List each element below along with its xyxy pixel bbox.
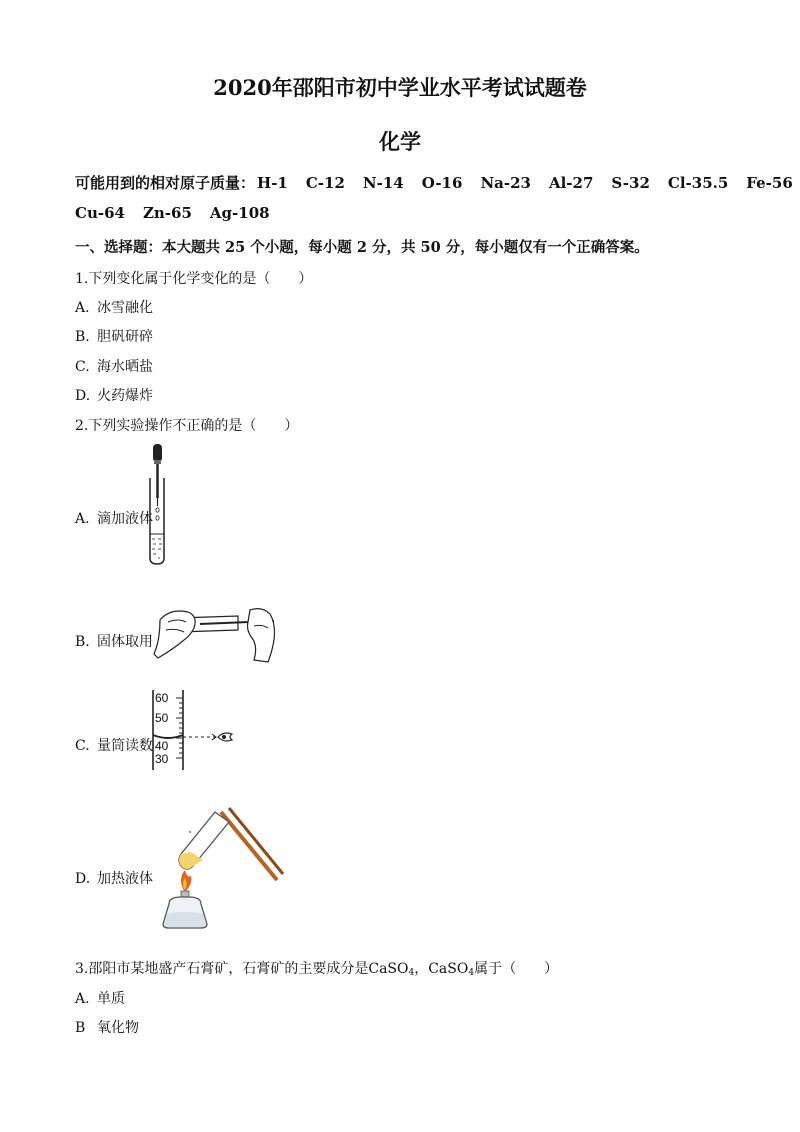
option-text: 加热液体 [97, 871, 153, 887]
tick-label-60: 60 [155, 691, 169, 705]
option-letter: C. [75, 359, 90, 375]
mass-o: O-16 [421, 174, 463, 192]
mass-na: Na-23 [480, 174, 531, 192]
q3-subscript-1: 4 [408, 968, 415, 978]
atomic-mass-line-1 [75, 172, 793, 193]
tick-label-40: 40 [155, 739, 169, 753]
question-2-stem: 2.下列实验操作不正确的是（ ） [75, 418, 299, 434]
q1-option-d[interactable] [75, 385, 153, 405]
mass-s: S-32 [611, 174, 650, 192]
option-letter: B. [75, 329, 90, 345]
option-letter: D. [75, 871, 91, 887]
option-letter: B [75, 1020, 86, 1036]
option-text: 胆矾研碎 [97, 329, 153, 345]
option-text: 氧化物 [97, 1020, 139, 1036]
option-letter: D. [75, 388, 91, 404]
q2-option-b[interactable] [75, 631, 153, 651]
mass-cl: Cl-35.5 [667, 174, 729, 192]
q3-stem-part-a: 3.邵阳市某地盛产石膏矿，石膏矿的主要成分是CaSO [75, 961, 409, 977]
mass-al: Al-27 [548, 174, 594, 192]
option-text: 海水晒盐 [97, 359, 153, 375]
q2-option-c[interactable] [75, 735, 153, 755]
q1-option-a[interactable] [75, 297, 153, 317]
solid-sampling-figure [150, 600, 282, 664]
graduated-cylinder-figure [150, 688, 236, 772]
option-text: 单质 [97, 991, 125, 1007]
option-letter: A. [75, 300, 90, 316]
mass-zn: Zn-65 [142, 204, 192, 222]
section-heading: 一、选择题：本大题共 25 个小题，每小题 2 分，共 50 分，每小题仅有一个正确答案。 [75, 239, 649, 256]
dropper-test-tube-figure [140, 440, 180, 568]
q2-option-d[interactable] [75, 868, 153, 888]
option-letter: A. [75, 511, 90, 527]
question-3-stem [75, 958, 558, 978]
tick-label-50: 50 [155, 711, 169, 725]
mass-c: C-12 [305, 174, 345, 192]
alcohol-lamp-heating-figure [155, 800, 285, 930]
q3-option-b[interactable] [75, 1017, 139, 1037]
q3-subscript-2: 4 [468, 968, 475, 978]
option-letter: A. [75, 991, 90, 1007]
q1-option-b[interactable] [75, 326, 153, 346]
question-1-stem: 1.下列变化属于化学变化的是（ ） [75, 271, 313, 287]
option-text: 量筒读数 [97, 738, 153, 754]
q3-option-a[interactable] [75, 988, 125, 1008]
q3-stem-part-c: 属于（ ） [474, 961, 559, 977]
option-text: 冰雪融化 [97, 300, 153, 316]
mass-ag: Ag-108 [209, 204, 270, 222]
mass-cu: Cu-64 [75, 204, 125, 222]
option-text: 滴加液体 [97, 511, 153, 527]
q3-stem-part-b: ，CaSO [414, 961, 469, 977]
mass-n: N-14 [362, 174, 404, 192]
option-letter: C. [75, 738, 90, 754]
subject-title: 化学 [379, 129, 421, 154]
tick-label-30: 30 [155, 752, 169, 766]
option-letter: B. [75, 634, 90, 650]
atomic-mass-line-2 [75, 204, 270, 222]
atomic-mass-label: 可能用到的相对原子质量： [75, 174, 256, 192]
exam-title: 2020年邵阳市初中学业水平考试试题卷 [213, 75, 587, 100]
option-text: 火药爆炸 [97, 388, 153, 404]
mass-fe: Fe-56 [746, 174, 793, 192]
mass-h: H-1 [257, 174, 288, 192]
q1-option-c[interactable] [75, 356, 153, 376]
option-text: 固体取用 [97, 634, 153, 650]
